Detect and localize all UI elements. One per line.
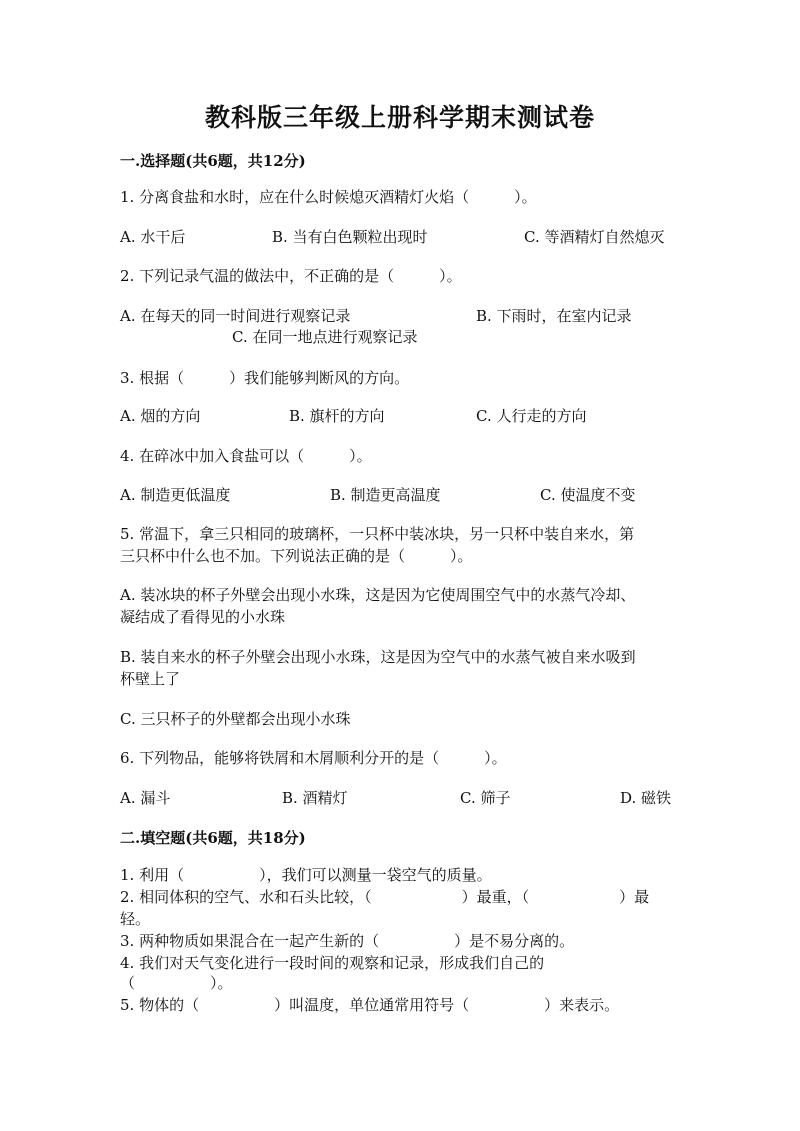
question-6-option-a: A. 漏斗 xyxy=(120,789,171,807)
question-2-stem: 2. 下列记录气温的做法中，不正确的是（ ）。 xyxy=(120,267,462,285)
question-1-option-a: A. 水干后 xyxy=(120,228,186,246)
question-6-stem: 6. 下列物品，能够将铁屑和木屑顺利分开的是（ ）。 xyxy=(120,749,507,767)
question-5-stem-line2: 三只杯中什么也不加。下列说法正确的是（ ）。 xyxy=(120,547,473,565)
question-3-option-a: A. 烟的方向 xyxy=(120,407,201,425)
question-5-stem-line1: 5. 常温下，拿三只相同的玻璃杯，一只杯中装冰块，另一只杯中装自来水，第 xyxy=(120,525,635,543)
question-5-option-a-line2: 凝结成了看得见的小水珠 xyxy=(120,608,286,626)
question-5-option-a-line1: A. 装冰块的杯子外壁会出现小水珠，这是因为它使周围空气中的水蒸气冷却、 xyxy=(120,586,636,604)
question-4-option-b: B. 制造更高温度 xyxy=(330,486,441,504)
fill-question-4-line1: 4. 我们对天气变化进行一段时间的观察和记录，形成我们自己的 xyxy=(120,954,545,972)
exam-title: 教科版三年级上册科学期末测试卷 xyxy=(204,103,595,132)
fill-question-1: 1. 利用（ ），我们可以测量一袋空气的质量。 xyxy=(120,866,492,884)
section-header-choice: 一.选择题(共6题，共12分) xyxy=(120,152,306,170)
question-6-option-b: B. 酒精灯 xyxy=(282,789,348,807)
question-4-stem: 4. 在碎冰中加入食盐可以（ ）。 xyxy=(120,447,372,465)
question-6-option-c: C. 筛子 xyxy=(460,789,511,807)
question-6-option-d: D. 磁铁 xyxy=(620,789,672,807)
question-3-option-b: B. 旗杆的方向 xyxy=(289,407,385,425)
question-2-option-a: A. 在每天的同一时间进行观察记录 xyxy=(120,307,351,325)
fill-question-3: 3. 两种物质如果混合在一起产生新的（ ）是不易分离的。 xyxy=(120,932,575,950)
fill-question-2-line2: 轻。 xyxy=(120,910,151,928)
question-1-option-c: C. 等酒精灯自然熄灭 xyxy=(524,228,665,246)
question-5-option-b-line1: B. 装自来水的杯子外壁会出现小水珠，这是因为空气中的水蒸气被自来水吸到 xyxy=(120,648,636,666)
question-3-stem: 3. 根据（ ）我们能够判断风的方向。 xyxy=(120,369,410,387)
fill-question-4-line2: （ ）。 xyxy=(120,974,233,992)
fill-question-5: 5. 物体的（ ）叫温度，单位通常用符号（ ）来表示。 xyxy=(120,996,620,1014)
question-1-stem: 1. 分离食盐和水时，应在什么时候熄灭酒精灯火焰（ ）。 xyxy=(120,188,537,206)
fill-question-2-line1: 2. 相同体积的空气、水和石头比较，（ ）最重，（ ）最 xyxy=(120,888,650,906)
question-4-option-c: C. 使温度不变 xyxy=(540,486,636,504)
question-5-option-c: C. 三只杯子的外壁都会出现小水珠 xyxy=(120,710,351,728)
section-header-fill-blank: 二.填空题(共6题，共18分) xyxy=(120,829,306,847)
question-2-option-b: B. 下雨时，在室内记录 xyxy=(476,307,632,325)
question-2-option-c: C. 在同一地点进行观察记录 xyxy=(232,328,418,346)
question-3-option-c: C. 人行走的方向 xyxy=(476,407,587,425)
question-5-option-b-line2: 杯壁上了 xyxy=(120,670,181,688)
question-4-option-a: A. 制造更低温度 xyxy=(120,486,231,504)
question-1-option-b: B. 当有白色颗粒出现时 xyxy=(272,228,428,246)
